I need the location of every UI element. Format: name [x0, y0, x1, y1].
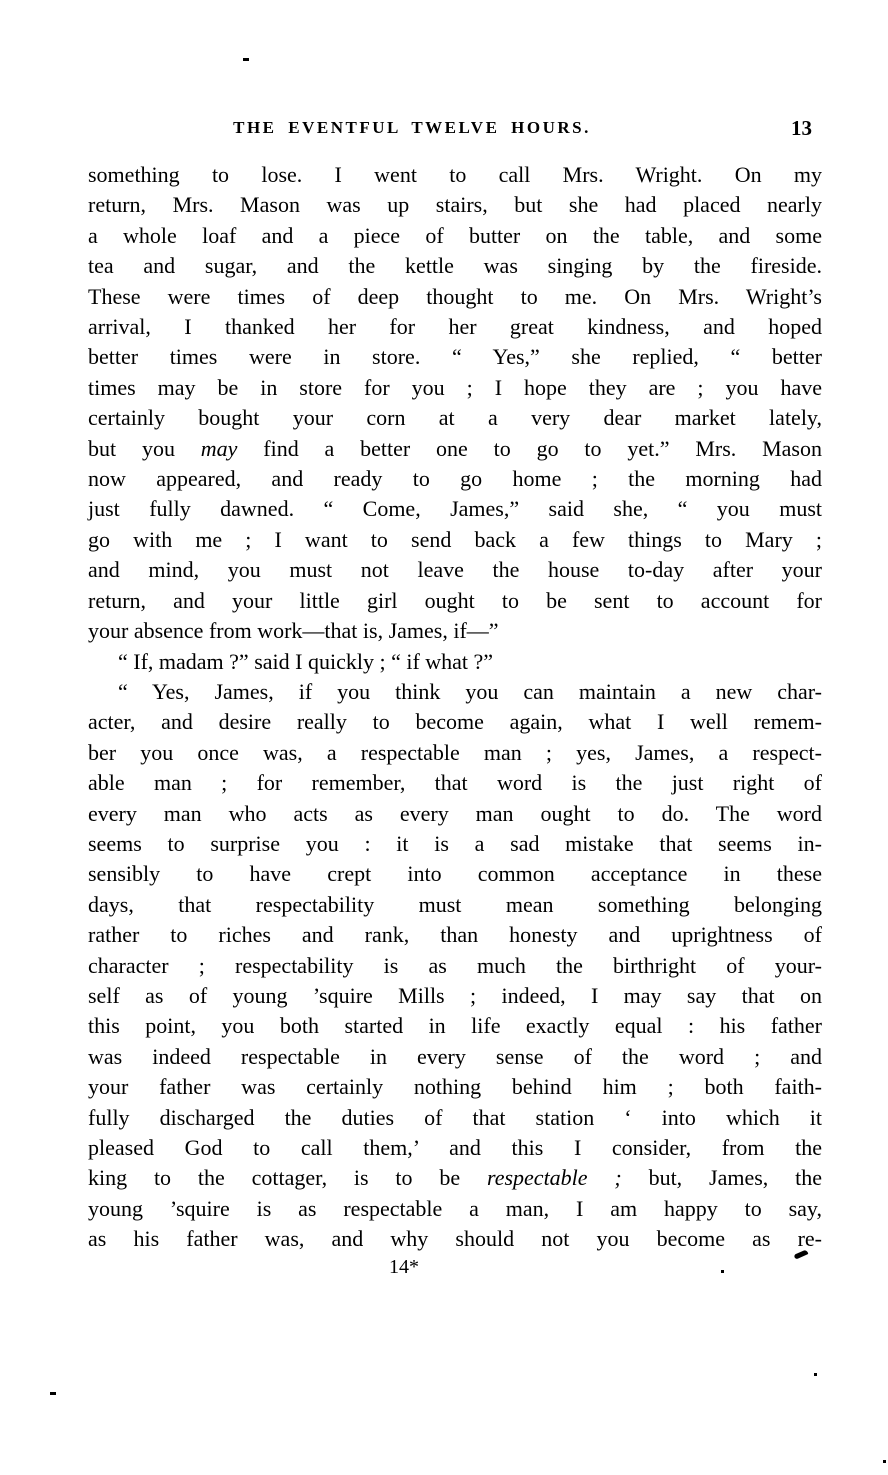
text-line: this point, you both started in life exactly equal : his father: [88, 1013, 822, 1039]
text-line: return, Mrs. Mason was up stairs, but she had placed nearly: [88, 192, 822, 218]
ink-speck: [50, 1392, 56, 1395]
text-line: pleased God to call them,’ and this I consider, from the: [88, 1135, 822, 1160]
text-line: return, and your little girl ought to be sent to account for: [88, 587, 822, 613]
text-line: able man ; for remember, that word is the just right of: [88, 770, 822, 796]
text-line: as his father was, and why should not you become as re-: [88, 1226, 822, 1252]
text-line: king to the cottager, is to be respectable ; but, James, the: [88, 1165, 822, 1191]
page-body: [88, 160, 822, 1255]
text-line: self as of young ’squire Mills ; indeed, I may say that on: [88, 982, 822, 1008]
signature-mark: 14*: [389, 1256, 419, 1278]
text-line: just fully dawned. “ Come, James,” said she, “ you must: [88, 496, 822, 522]
text-line: now appeared, and ready to go home ; the morning had: [88, 466, 822, 492]
text-line: was indeed respectable in every sense of the word ; and: [88, 1043, 822, 1069]
text-line: every man who acts as every man ought to do. The word: [88, 800, 822, 826]
text-line: your father was certainly nothing behind him ; both faith-: [88, 1074, 822, 1100]
ink-speck: [883, 1460, 886, 1463]
text-line: times may be in store for you ; I hope they are ; you have: [88, 374, 822, 400]
running-title: THE EVENTFUL TWELVE HOURS.: [233, 118, 591, 137]
text-line: “ Yes, James, if you think you can maintain a new char-: [118, 678, 822, 704]
page-number: 13: [791, 116, 812, 140]
text-line: your absence from work—that is, James, if—”: [88, 618, 499, 644]
ink-speck: [243, 58, 249, 61]
text-line: “ If, madam ?” said I quickly ; “ if what ?”: [118, 648, 494, 674]
ink-speck: [721, 1270, 724, 1273]
text-line: arrival, I thanked her for her great kindness, and hoped: [88, 314, 822, 340]
text-line: something to lose. I went to call Mrs. Wright. On my: [88, 162, 822, 187]
ink-speck: [814, 1373, 817, 1376]
text-line: and mind, you must not leave the house to-day after your: [88, 557, 822, 583]
text-line: acter, and desire really to become again, what I well remem-: [88, 709, 822, 735]
text-line: rather to riches and rank, than honesty and uprightness of: [88, 922, 822, 948]
text-line: days, that respectability must mean something belonging: [88, 891, 822, 917]
text-line: These were times of deep thought to me. On Mrs. Wright’s: [88, 283, 822, 309]
text-line: but you may find a better one to go to yet.” Mrs. Mason: [88, 435, 822, 461]
text-line: ber you once was, a respectable man ; yes, James, a respect-: [88, 739, 822, 765]
text-line: fully discharged the duties of that station ‘ into which it: [88, 1104, 822, 1130]
text-line: certainly bought your corn at a very dear market lately,: [88, 405, 822, 431]
text-line: tea and sugar, and the kettle was singing by the fireside.: [88, 253, 822, 279]
text-line: sensibly to have crept into common acceptance in these: [88, 861, 822, 887]
page-header: [88, 116, 822, 146]
text-line: seems to surprise you : it is a sad mistake that seems in-: [88, 830, 822, 856]
text-line: better times were in store. “ Yes,” she replied, “ better: [88, 344, 822, 370]
text-line: a whole loaf and a piece of butter on the table, and some: [88, 222, 822, 248]
text-line: character ; respectability is as much the birthright of your-: [88, 952, 822, 978]
text-line: go with me ; I want to send back a few things to Mary ;: [88, 526, 822, 552]
text-line: young ’squire is as respectable a man, I am happy to say,: [88, 1195, 822, 1221]
